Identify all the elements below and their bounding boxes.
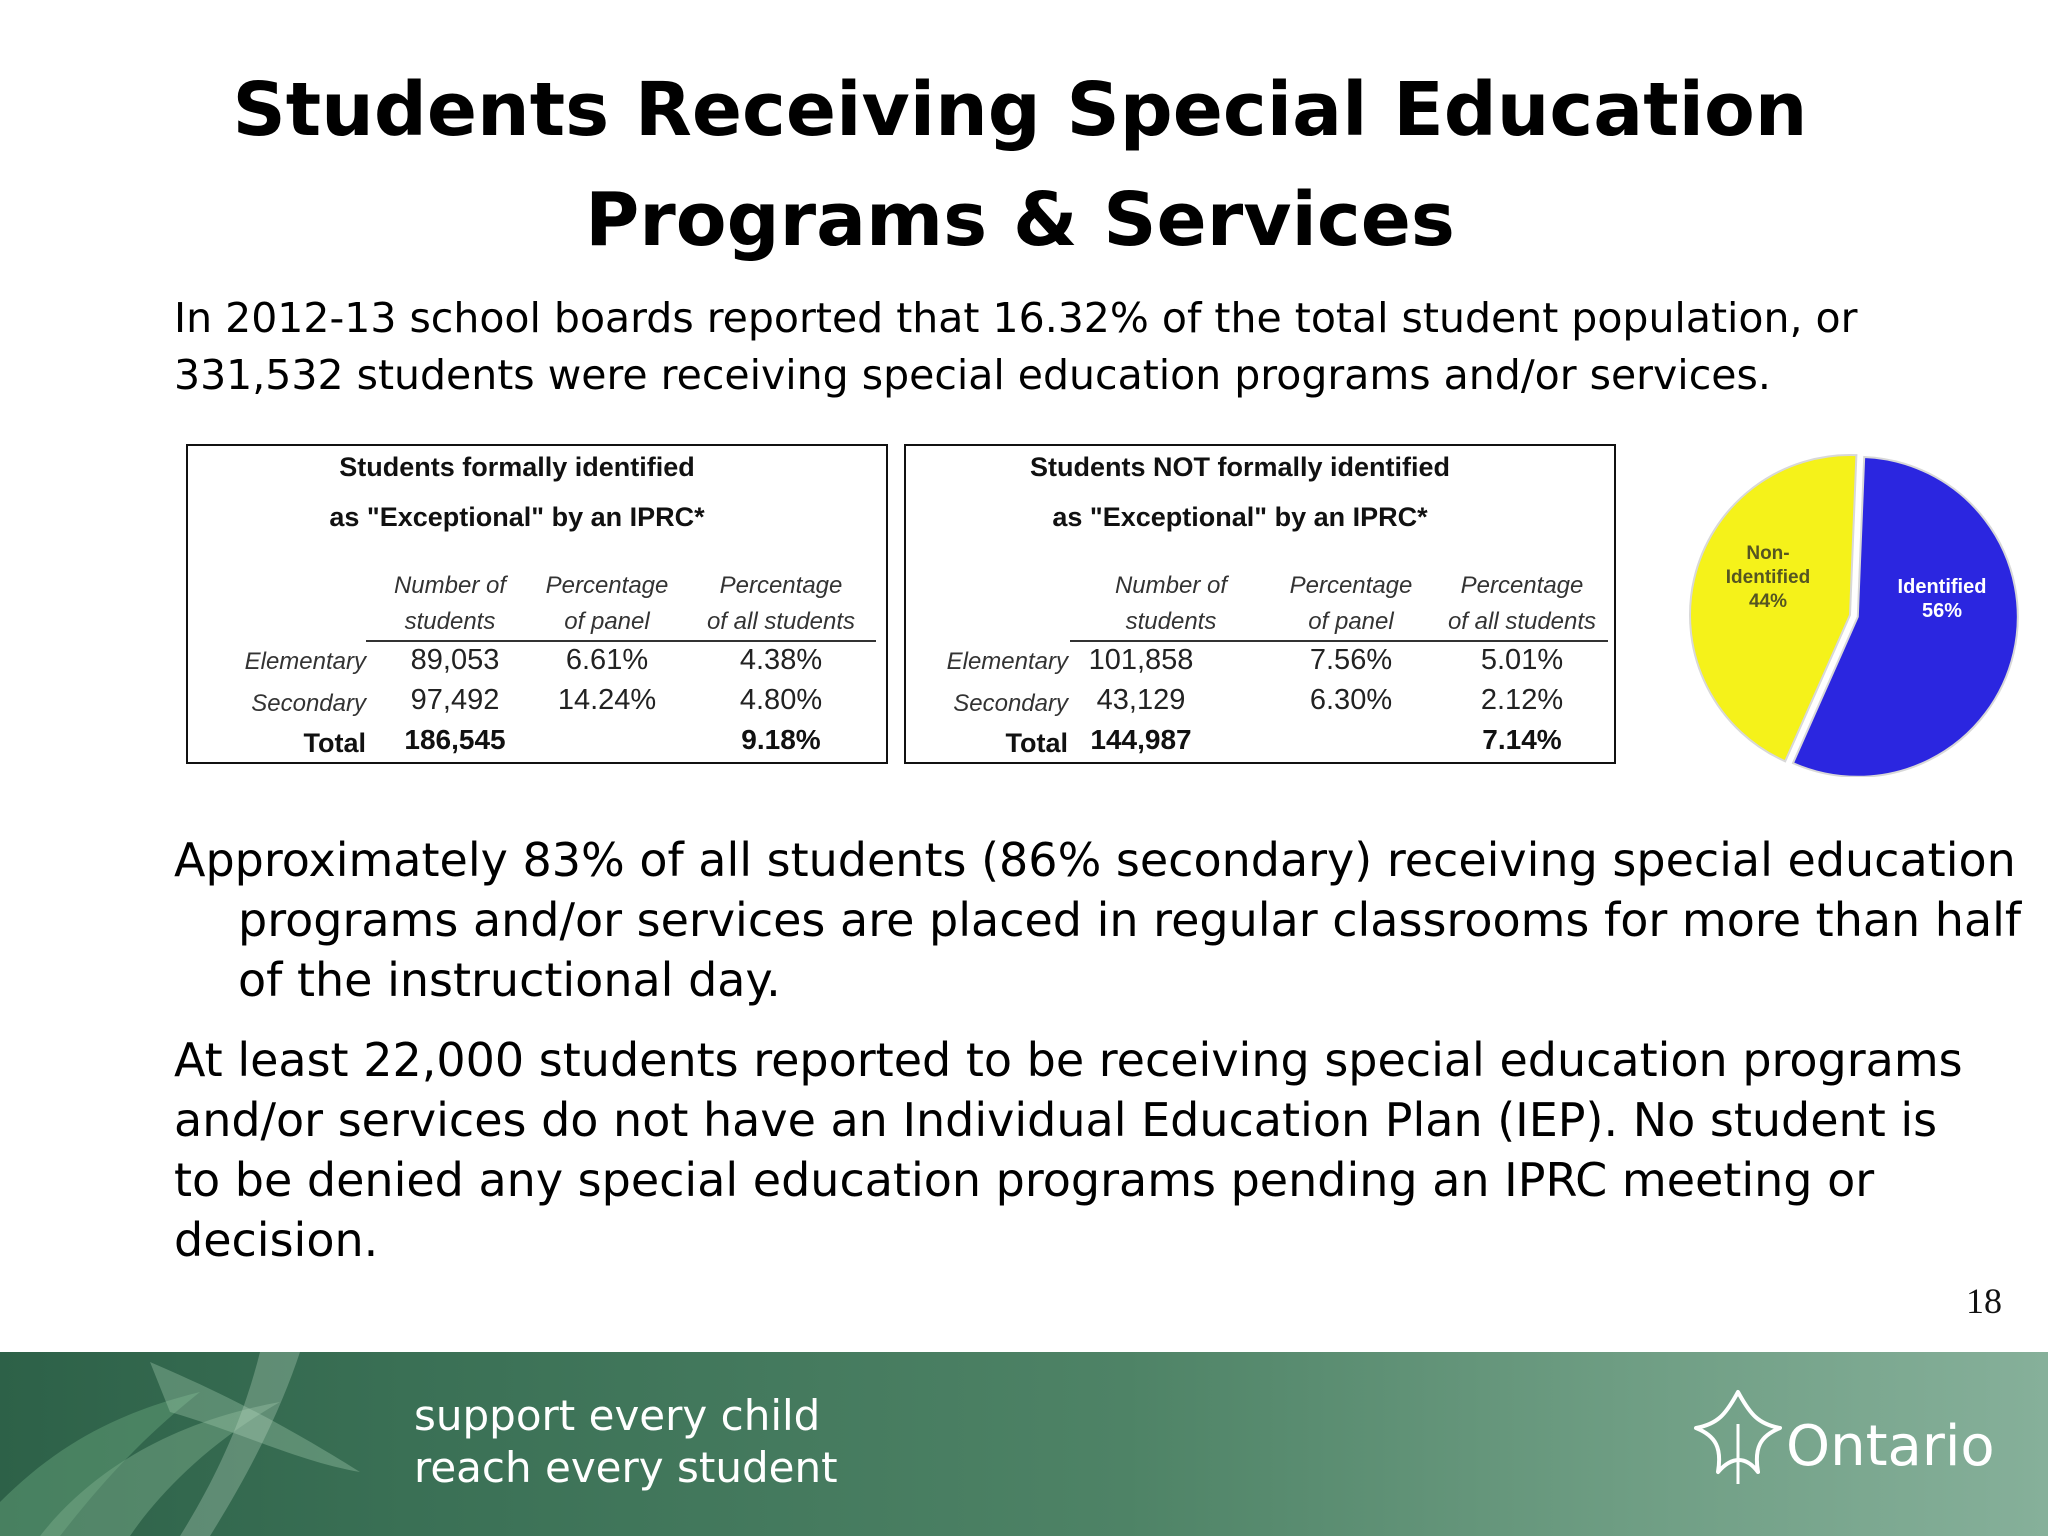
pie-label-non-line2: Identified <box>1725 567 1811 588</box>
total-number: 186,545 <box>404 724 506 755</box>
cell-number: 43,129 <box>1096 684 1186 716</box>
cell-pct-panel: 6.61% <box>565 644 649 676</box>
footer-swoosh-art <box>0 1352 420 1536</box>
total-pct-all: 9.18% <box>741 724 821 755</box>
identified-pie-chart <box>1672 445 2028 777</box>
col-header: Percentage of panel <box>1289 572 1413 635</box>
cell-number: 89,053 <box>410 644 500 676</box>
footer-slogan: support every child reach every student <box>414 1391 838 1492</box>
row-label: Secondary <box>251 690 366 717</box>
col-header: Percentage of all students <box>706 572 856 635</box>
row-label: Elementary <box>946 648 1068 675</box>
header-rule <box>1070 640 1608 642</box>
pie-value-non-identified: 44% <box>1748 591 1788 612</box>
table-title-line1: Students formally identified <box>339 452 695 482</box>
cell-pct-all: 2.12% <box>1480 684 1564 716</box>
footer-banner <box>0 1352 2048 1536</box>
total-label: Total <box>1005 728 1068 758</box>
col-header: Percentage of all students <box>1447 572 1597 635</box>
total-pct-all: 7.14% <box>1482 724 1562 755</box>
identified-table <box>186 444 888 764</box>
cell-pct-all: 4.38% <box>739 644 823 676</box>
pie-value-identified: 56% <box>1921 600 1963 622</box>
table-title-line1: Students NOT formally identified <box>1029 452 1451 482</box>
cell-pct-panel: 7.56% <box>1309 644 1393 676</box>
pie-label-identified: Identified <box>1897 576 1987 598</box>
slide-title: Students Receiving Special Education Programs & Services <box>232 67 1808 263</box>
total-label: Total <box>303 728 366 758</box>
col-header: Percentage of panel <box>545 572 669 635</box>
cell-pct-panel: 14.24% <box>557 684 657 716</box>
row-label: Secondary <box>953 690 1068 717</box>
paragraph-iep: At least 22,000 students reported to be receiving special education programs and/or services do not have an Individual Education Plan (IEP). No student is to be denied any special education programs pending an IPRC meeting or decision. <box>174 1033 1963 1267</box>
row-label: Elementary <box>244 648 366 675</box>
col-header: Number of students <box>393 572 507 635</box>
cell-pct-all: 4.80% <box>739 684 823 716</box>
paragraph-regular-classrooms: Approximately 83% of all students (86% secondary) receiving special education programs and/or services are placed in regular classrooms for more than half of the instructional day. <box>174 833 2022 1007</box>
cell-pct-all: 5.01% <box>1480 644 1564 676</box>
not-identified-table <box>904 444 1616 764</box>
intro-text: In 2012-13 school boards reported that 16.32% of the total student population, or 331,532 students were receiving special education programs and/or services. <box>174 294 1858 399</box>
header-rule <box>366 640 876 642</box>
total-number: 144,987 <box>1090 724 1192 755</box>
page-number: 18 <box>1966 1281 2002 1321</box>
cell-pct-panel: 6.30% <box>1309 684 1393 716</box>
table-title-line2: as "Exceptional" by an IPRC* <box>1052 502 1428 532</box>
ontario-wordmark: Ontario <box>1786 1414 1995 1479</box>
table-title-line2: as "Exceptional" by an IPRC* <box>329 502 705 532</box>
cell-number: 97,492 <box>410 684 500 716</box>
pie-label-non-line1: Non- <box>1746 543 1790 564</box>
cell-number: 101,858 <box>1088 644 1194 676</box>
trillium-icon <box>1688 1384 1788 1494</box>
col-header: Number of students <box>1114 572 1228 635</box>
